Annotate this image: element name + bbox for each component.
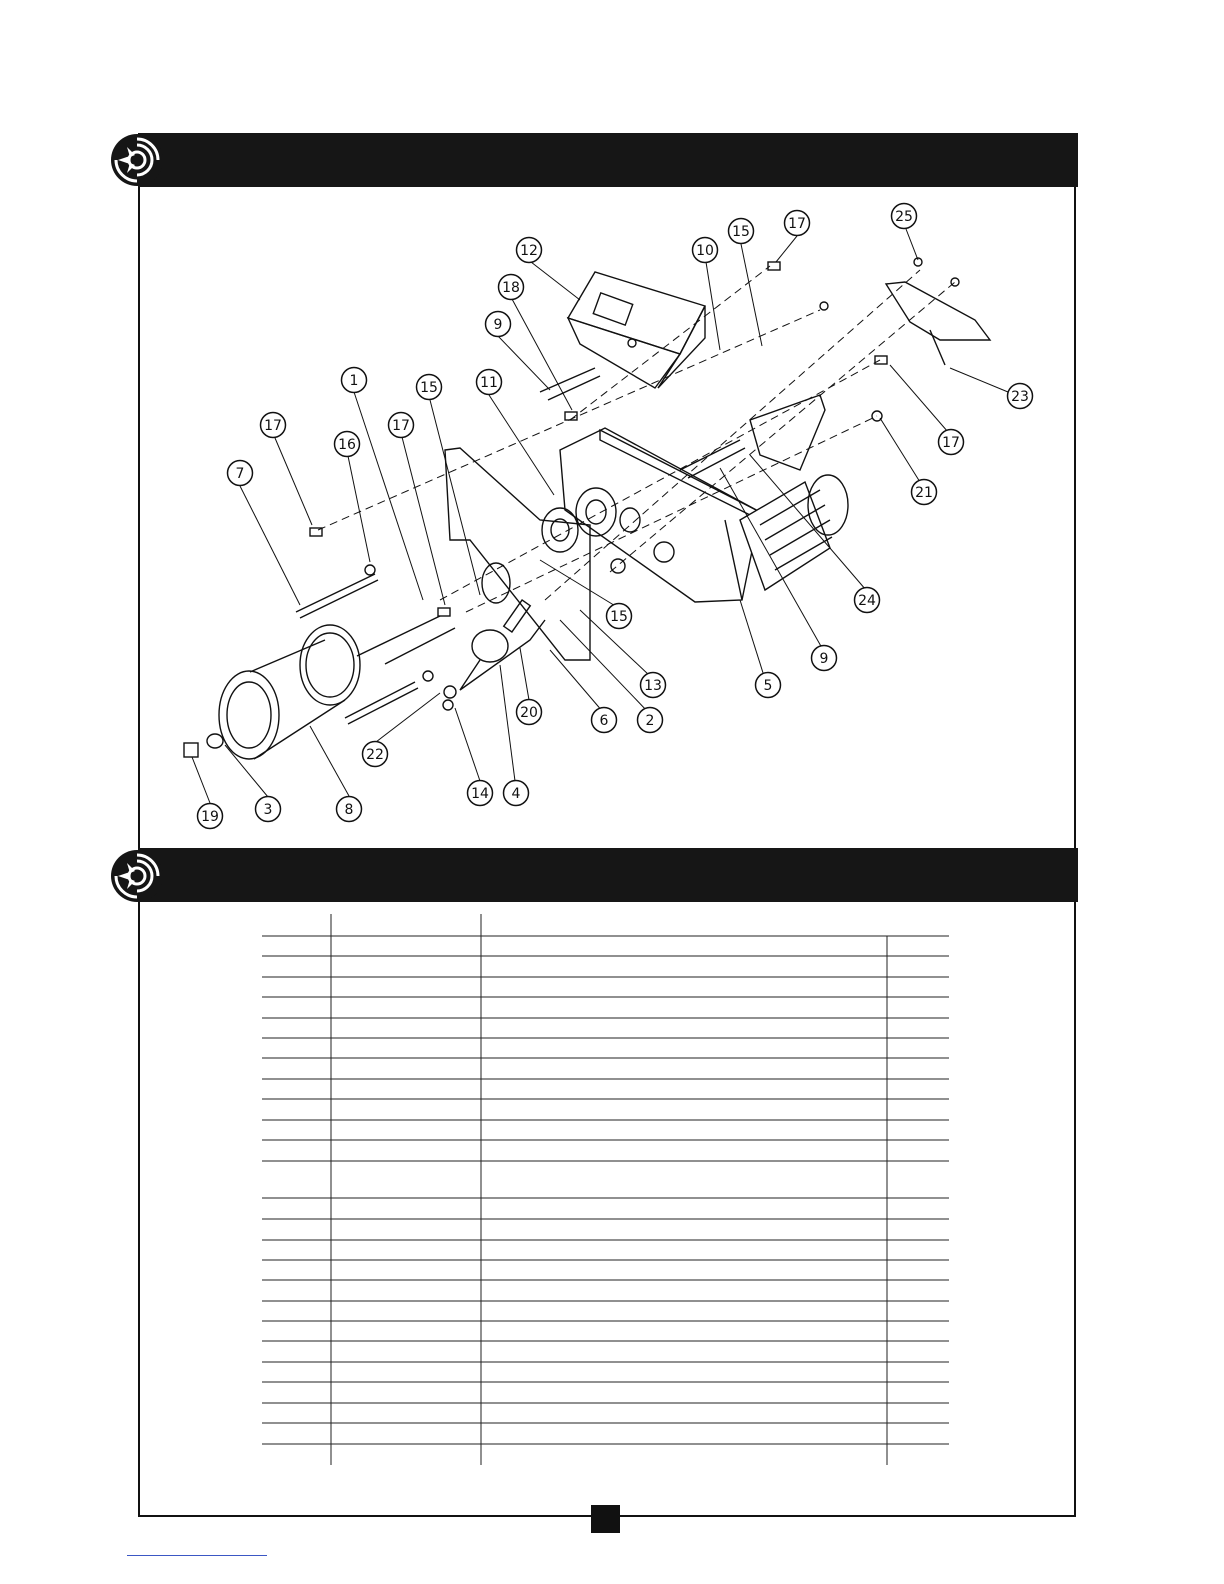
svg-text:14: 14	[471, 786, 489, 802]
svg-text:17: 17	[264, 418, 282, 434]
svg-text:24: 24	[858, 593, 876, 609]
callout-23	[1008, 384, 1033, 409]
parts-list-table	[262, 914, 950, 1465]
callout-19	[198, 804, 223, 829]
callout-4	[504, 781, 529, 806]
nut	[444, 686, 456, 698]
callout-17	[389, 413, 414, 438]
svg-text:2: 2	[645, 713, 655, 729]
svg-text:21: 21	[915, 485, 933, 501]
callout-6	[592, 708, 617, 733]
callout-14	[468, 781, 493, 806]
plate-hole	[482, 563, 510, 603]
svg-text:11: 11	[480, 375, 498, 391]
callout-8	[337, 797, 362, 822]
svg-text:4: 4	[511, 786, 521, 802]
long-bolt	[357, 616, 440, 656]
nut	[443, 700, 453, 710]
long-bolt	[385, 628, 455, 664]
washer	[207, 734, 223, 748]
callout-22	[363, 742, 388, 767]
callout-24	[855, 588, 880, 613]
svg-text:15: 15	[420, 380, 438, 396]
svg-text:1: 1	[349, 373, 359, 389]
callout-15	[729, 219, 754, 244]
table-row-lines	[262, 936, 949, 1444]
svg-text:20: 20	[520, 705, 538, 721]
callout-17	[785, 211, 810, 236]
exploded-parts-diagram	[140, 188, 1074, 846]
section-header-parts-list	[138, 848, 1078, 902]
page-number-block	[591, 1505, 620, 1533]
svg-text:17: 17	[942, 435, 960, 451]
callout-17	[261, 413, 286, 438]
washer	[423, 671, 433, 681]
bolt	[184, 743, 198, 757]
callout-25	[892, 204, 917, 229]
standoff-rod	[680, 440, 745, 478]
callout-15	[417, 375, 442, 400]
sunburst-target-icon	[110, 133, 164, 187]
callout-2	[638, 708, 663, 733]
standoff-rod	[540, 368, 600, 400]
callout-1	[342, 368, 367, 393]
svg-text:6: 6	[599, 713, 609, 729]
svg-text:23: 23	[1011, 389, 1029, 405]
nut	[820, 302, 828, 310]
bolt	[875, 356, 887, 364]
bolt	[438, 608, 450, 616]
callout-20	[517, 700, 542, 725]
callout-13	[641, 673, 666, 698]
long-bolt	[296, 574, 378, 618]
svg-text:12: 12	[520, 243, 538, 259]
section-header-diagram	[138, 133, 1078, 187]
callout-16	[335, 432, 360, 457]
callout-15	[607, 604, 632, 629]
svg-text:7: 7	[235, 466, 245, 482]
svg-text:22: 22	[366, 747, 384, 763]
callout-11	[477, 370, 502, 395]
callout-10	[693, 238, 718, 263]
svg-text:15: 15	[610, 609, 628, 625]
winch-drum	[219, 625, 360, 759]
callout-21	[912, 480, 937, 505]
svg-text:16: 16	[338, 437, 356, 453]
svg-text:18: 18	[502, 280, 520, 296]
svg-text:25: 25	[895, 209, 913, 225]
svg-text:9: 9	[819, 651, 829, 667]
sunburst-target-icon	[110, 849, 164, 903]
svg-text:17: 17	[392, 418, 410, 434]
callout-9	[486, 312, 511, 337]
callout-3	[256, 797, 281, 822]
washer	[365, 565, 375, 575]
svg-text:19: 19	[201, 809, 219, 825]
svg-text:15: 15	[732, 224, 750, 240]
svg-text:8: 8	[344, 802, 354, 818]
svg-text:10: 10	[696, 243, 714, 259]
callout-5	[756, 673, 781, 698]
callout-12	[517, 238, 542, 263]
clutch-knob	[460, 600, 545, 690]
callout-9	[812, 646, 837, 671]
guard-bar	[886, 282, 990, 365]
svg-text:17: 17	[788, 216, 806, 232]
svg-text:13: 13	[644, 678, 662, 694]
callout-7	[228, 461, 253, 486]
callout-18	[499, 275, 524, 300]
footer-link-underline[interactable]	[127, 1555, 267, 1556]
callout-17	[939, 430, 964, 455]
svg-text:5: 5	[763, 678, 773, 694]
svg-text:9: 9	[493, 317, 503, 333]
svg-text:3: 3	[263, 802, 273, 818]
